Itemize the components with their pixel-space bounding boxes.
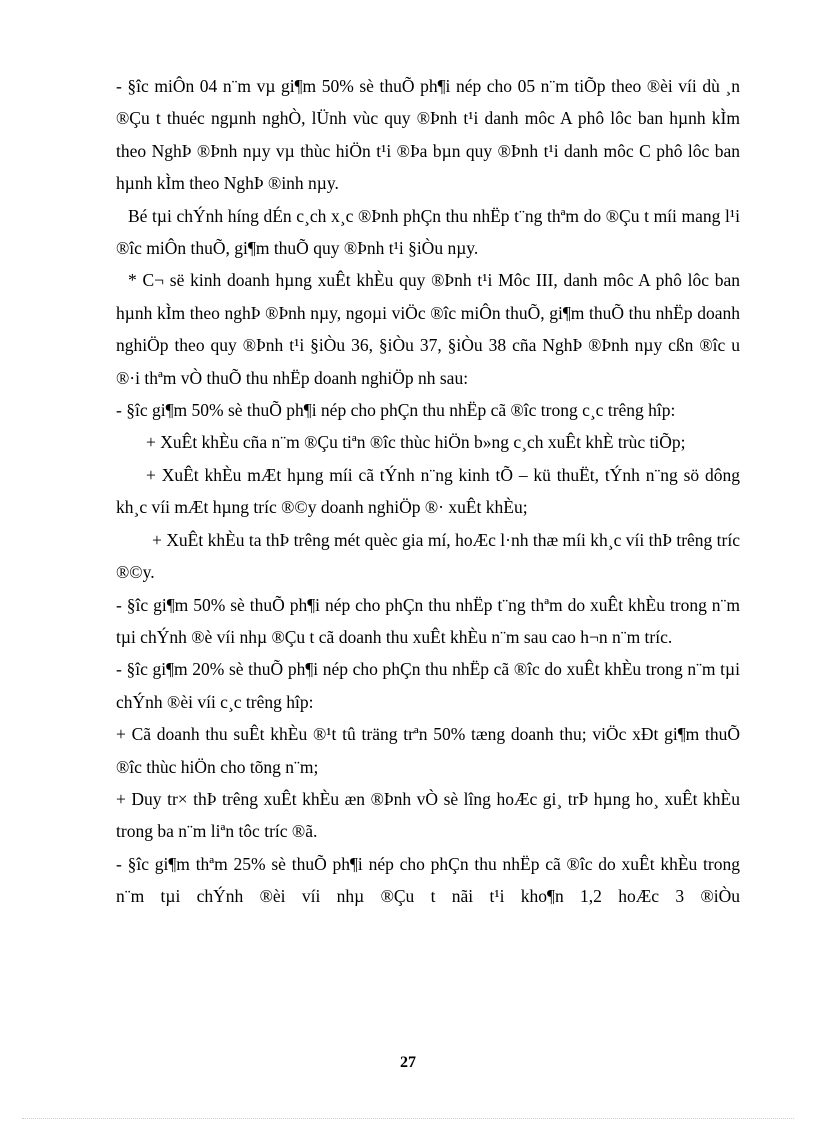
paragraph-exemption-4-years: - §îc miÔn 04 n¨m vµ gi¶m 50% sè thuÕ ph¶i nép cho 05 n¨m tiÕp theo ®èi víi dù ¸n ®Çu t thuéc ngµnh nghÒ, lÜnh vùc quy ®Þnh t¹i danh môc A phô lôc ban hµnh kÌm theo NghÞ ®Þnh nµy vµ thùc hiÖn t¹i ®Þa bµn quy ®Þnh t¹i danh môc C phô lôc ban hµnh kÌm theo NghÞ ®inh nµy. [116,76,740,194]
list-item-stable-market: + Duy tr× thÞ trêng xuÊt khÈu æn ®Þnh vÒ sè lîng hoÆc gi¸ trÞ hµng ho¸ xuÊt khÈu trong ba n¨m liªn tôc tríc ®ã. [116,788,740,842]
list-item-export-share: + Cã doanh thu suÊt khÈu ®¹t tû träng trªn 50% tæng doanh thu; viÖc xÐt gi¶m thuÕ ®îc thùc hiÖn cho tõng n¨m; [116,724,740,777]
paragraph-reduce-20-cases: - §îc gi¶m 20% sè thuÕ ph¶i nép cho phÇn thu nhËp cã ®îc do xuÊt khÈu trong n¨m tµi chÝnh ®èi víi c¸c trêng hîp: [116,659,740,712]
paragraph-reduce-25: - §îc gi¶m thªm 25% sè thuÕ ph¶i nép cho phÇn thu nhËp cã ®îc do xuÊt khÈu trong n¨m tµi chÝnh ®èi víi nhµ ®Çu t nãi t¹i kho¶n 1,2 hoÆc 3 ®iÒu [116,853,740,907]
paragraph-reduce-50-increase: - §îc gi¶m 50% sè thuÕ ph¶i nép cho phÇn thu nhËp t¨ng thªm do xuÊt khÈu trong n¨m tµi chÝnh ®è víi nhµ ®Çu t cã doanh thu xuÊt khÈu n¨m sau cao h¬n n¨m tríc. [116,594,740,647]
list-item-new-market-export: + XuÊt khÈu ta thÞ trêng mét quèc gia mí, hoÆc l·nh thæ míi kh¸c víi thÞ trêng tríc ®©y. [116,529,740,583]
list-item-new-product-export: + XuÊt khÈu mÆt hµng míi cã tÝnh n¨ng kinh tÕ – kü thuËt, tÝnh n¨ng sö dông kh¸c víi mÆt hµng tríc ®©y doanh nghiÖp ®· xuÊt khÈu; [116,464,740,518]
list-item-first-year-export: + XuÊt khÈu cña n¨m ®Çu tiªn ®îc thùc hiÖn b»ng c¸ch xuÊt khÈ trùc tiÕp; [146,432,686,453]
body-text [116,70,740,913]
paragraph-ministry-guidance: Bé tµi chÝnh híng dÉn c¸ch x¸c ®Þnh phÇn thu nhËp t¨ng thªm do ®Çu t míi mang l¹i ®îc miÔn thuÕ, gi¶m thuÕ quy ®Þnh t¹i §iÒu nµy. [116,205,740,259]
page-number: 27 [400,1054,416,1071]
paragraph-reduce-50-cases: - §îc gi¶m 50% sè thuÕ ph¶i nép cho phÇn thu nhËp cã ®îc trong c¸c trêng hîp: [116,400,676,421]
paragraph-export-business: * C¬ së kinh doanh hµng xuÊt khÈu quy ®Þnh t¹i Môc III, danh môc A phô lôc ban hµnh kÌm theo nghÞ ®Þnh nµy, ngoµi viÖc ®îc miÔn thuÕ, gi¶m thuÕ thu nhËp doanh nghiÖp theo quy ®Þnh t¹i §iÒu 36, §iÒu 37, §iÒu 38 cña NghÞ ®Þnh nµy cßn ®îc u ®·i thªm vÒ thuÕ thu nhËp doanh nghiÖp nh sau: [116,270,740,388]
page-bottom-divider [22,1118,794,1119]
